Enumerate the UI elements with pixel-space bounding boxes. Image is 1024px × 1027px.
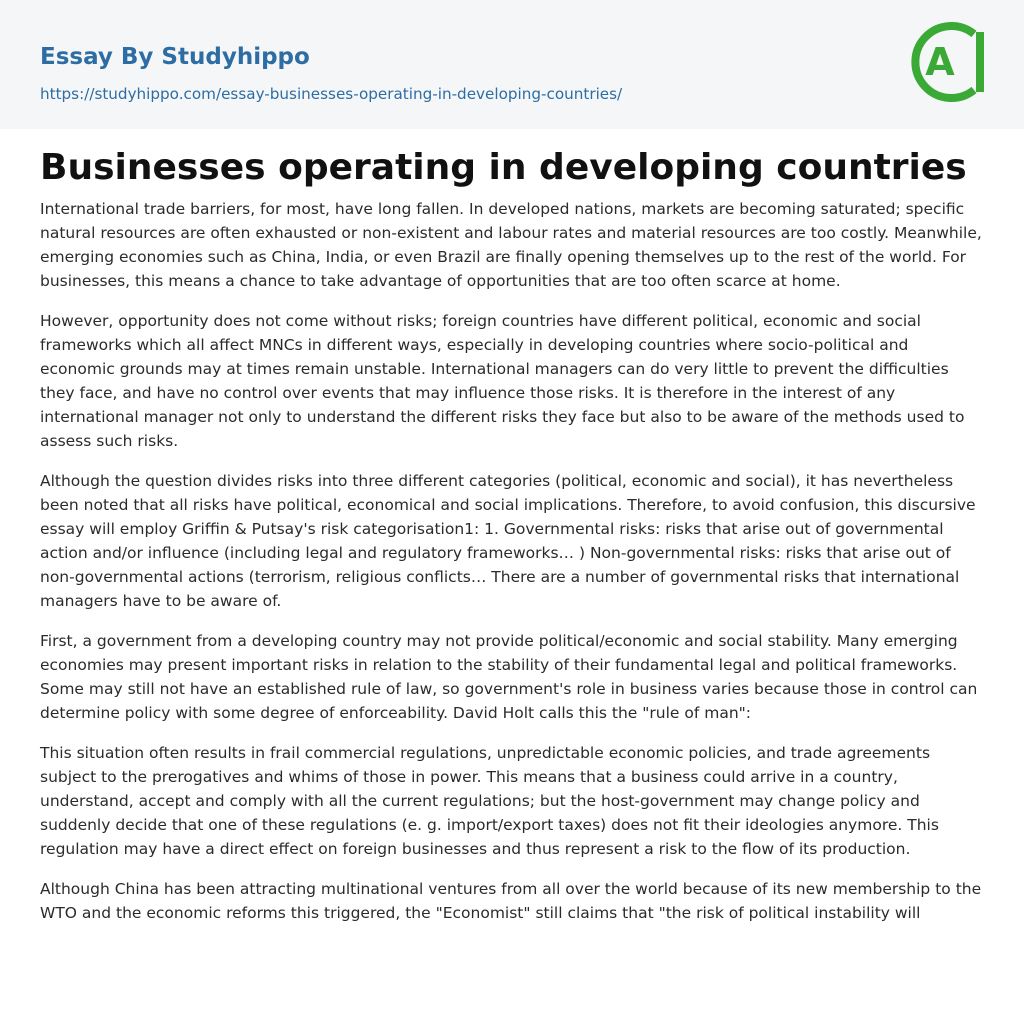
logo-letter: A xyxy=(925,40,955,84)
site-header xyxy=(0,0,1024,129)
essay-url-link[interactable]: https://studyhippo.com/essay-businesses-operating-in-developing-countries/ xyxy=(40,85,623,103)
essay-paragraph: Although the question divides risks into three different categories (political, economic and social), it has nevertheless been noted that all risks have political, economical and social implications. Therefore, to avoid confusion, this discursive essay will employ Griffin & Putsay's risk categorisation1: 1. Governmental risks: risks that arise out of governmental action and/or influence (including legal and regulatory frameworks… ) Non-governmental risks: risks that arise out of non-governmental actions (terrorism, religious conflicts… There are a number of governmental risks that international managers have to be aware of. xyxy=(40,472,976,610)
site-brand[interactable]: Essay By Studyhippo xyxy=(40,44,310,70)
essay-paragraph: Although China has been attracting multinational ventures from all over the world because of its new membership to the WTO and the economic reforms this triggered, the "Economist" still claims that "the risk of political instability will xyxy=(40,880,982,922)
essay-paragraph: This situation often results in frail commercial regulations, unpredictable economic policies, and trade agreements subject to the prerogatives and whims of those in power. This means that a business could arrive in a country, understand, accept and comply with all the current regulations; but the host-government may change policy and suddenly decide that one of these regulations (e. g. import/export taxes) does not fit their ideologies anymore. This regulation may have a direct effect on foreign businesses and thus represent a risk to the flow of its production. xyxy=(40,744,939,858)
essay-paragraph: However, opportunity does not come without risks; foreign countries have different political, economic and social frameworks which all affect MNCs in different ways, especially in developing countries where socio-political and economic grounds may at times remain unstable. International managers can do very little to prevent the difficulties they face, and have no control over events that may influence those risks. It is therefore in the interest of any international manager not only to understand the different risks they face but also to be aware of the methods used to assess such risks. xyxy=(40,312,965,450)
essay-paragraph: International trade barriers, for most, have long fallen. In developed nations, markets are becoming saturated; specific natural resources are often exhausted or non-existent and labour rates and material resources are too costly. Meanwhile, emerging economies such as China, India, or even Brazil are finally opening themselves up to the rest of the world. For businesses, this means a chance to take advantage of opportunities that are too often scarce at home. xyxy=(40,200,982,290)
essay-paragraph: First, a government from a developing country may not provide political/economic and social stability. Many emerging economies may present important risks in relation to the stability of their fundamental legal and political frameworks. Some may still not have an established rule of law, so government's role in business varies because those in control can determine policy with some degree of enforceability. David Holt calls this the "rule of man": xyxy=(40,632,978,722)
studyhippo-a-logo-icon[interactable] xyxy=(908,18,988,106)
essay-title: Businesses operating in developing countries xyxy=(40,147,967,188)
essay-content xyxy=(40,144,984,941)
